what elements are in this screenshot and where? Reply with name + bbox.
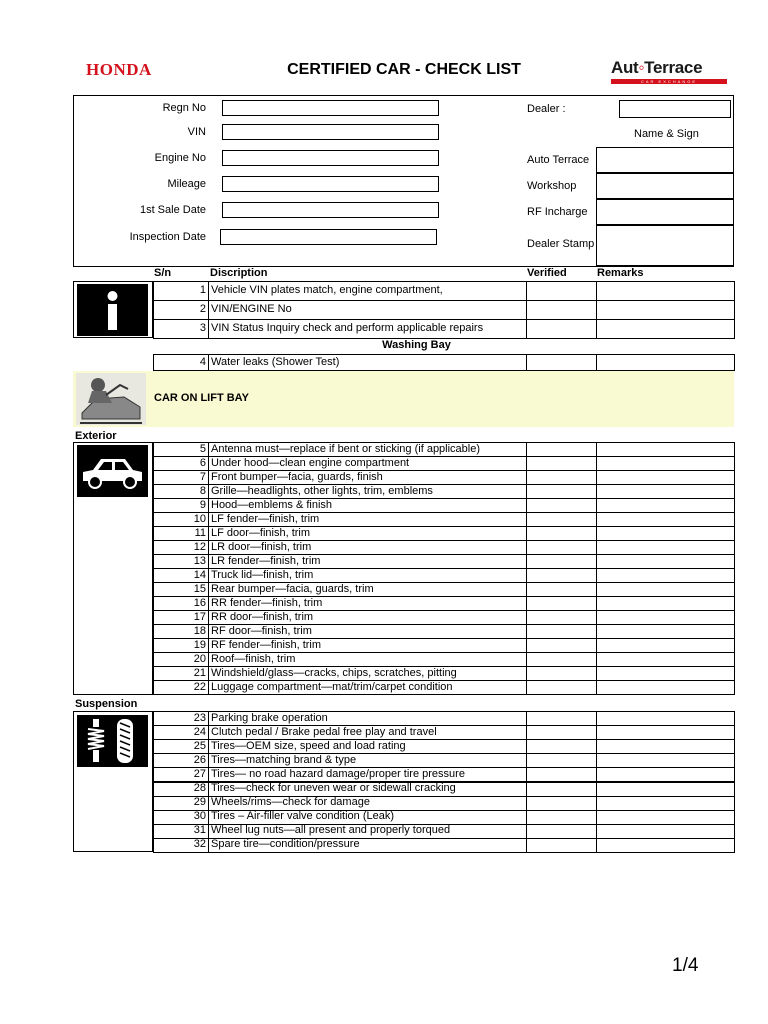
section-exterior: Exterior <box>75 430 117 442</box>
item-number: 14 <box>193 568 206 581</box>
item-number: 26 <box>193 753 206 766</box>
sign-box[interactable] <box>596 173 734 199</box>
item-number: 15 <box>193 582 206 595</box>
form-label: Regn No <box>162 102 206 114</box>
remarks-cell[interactable] <box>596 680 735 695</box>
remarks-cell[interactable] <box>596 610 735 625</box>
section-washing-bay: Washing Bay <box>382 339 451 351</box>
sign-box[interactable] <box>596 147 734 173</box>
remarks-cell[interactable] <box>596 281 735 301</box>
form-label: 1st Sale Date <box>139 204 206 216</box>
remarks-cell[interactable] <box>596 319 735 339</box>
item-number: 25 <box>193 739 206 752</box>
form-input[interactable] <box>222 202 439 218</box>
item-number: 9 <box>199 498 206 511</box>
item-number: 24 <box>193 725 206 738</box>
verified-cell[interactable] <box>526 596 597 611</box>
item-number: 23 <box>193 711 206 724</box>
mechanic-illustration-icon <box>76 373 146 425</box>
form-input[interactable] <box>222 124 439 140</box>
car-icon <box>77 445 148 497</box>
item-number: 22 <box>193 680 206 693</box>
form-label: Mileage <box>167 178 206 190</box>
item-description: RR fender—finish, trim <box>211 596 323 609</box>
remarks-cell[interactable] <box>596 624 735 639</box>
shock-absorber-tire-icon <box>77 715 148 767</box>
item-description: Tires— no road hazard damage/proper tire pressure <box>211 767 465 780</box>
item-description: Rear bumper—facia, guards, trim <box>211 582 374 595</box>
item-description: RF fender—finish, trim <box>211 638 322 651</box>
dealer-label: Dealer : <box>527 103 566 115</box>
remarks-cell[interactable] <box>596 442 735 457</box>
item-number: 13 <box>193 554 206 567</box>
car-on-lift-bay-label: CAR ON LIFT BAY <box>154 392 249 404</box>
verified-cell[interactable] <box>526 540 597 555</box>
form-label: Engine No <box>154 152 206 164</box>
item-number: 2 <box>199 303 206 315</box>
item-description: LF door—finish, trim <box>211 526 311 539</box>
remarks-cell[interactable] <box>596 782 735 797</box>
item-description: LF fender—finish, trim <box>211 512 320 525</box>
verified-cell[interactable] <box>526 498 597 513</box>
verified-cell[interactable] <box>526 610 597 625</box>
col-header-sn: S/n <box>154 267 172 279</box>
sign-box[interactable] <box>596 225 734 266</box>
item-number: 17 <box>193 610 206 623</box>
section-suspension: Suspension <box>75 698 138 710</box>
item-number: 6 <box>199 456 206 469</box>
item-number: 27 <box>193 767 206 780</box>
item-number: 7 <box>199 470 206 483</box>
col-header-remarks: Remarks <box>597 267 644 279</box>
logo-swirl-icon: ◦ <box>638 58 645 77</box>
item-number: 29 <box>193 796 206 809</box>
verified-cell[interactable] <box>526 354 597 371</box>
form-label: VIN <box>187 126 206 138</box>
verified-cell[interactable] <box>526 319 597 339</box>
item-number: 18 <box>193 624 206 637</box>
verified-cell[interactable] <box>526 753 597 768</box>
verified-cell[interactable] <box>526 300 597 320</box>
item-description: Hood—emblems & finish <box>211 498 333 511</box>
remarks-cell[interactable] <box>596 354 735 371</box>
remarks-cell[interactable] <box>596 739 735 754</box>
verified-cell[interactable] <box>526 442 597 457</box>
item-description: Antenna must—replace if bent or sticking (if applicable) <box>211 442 481 455</box>
item-description: Water leaks (Shower Test) <box>211 355 340 368</box>
item-description: LR fender—finish, trim <box>211 554 321 567</box>
remarks-cell[interactable] <box>596 824 735 839</box>
item-description: Clutch pedal / Brake pedal free play and travel <box>211 725 437 738</box>
item-description: VIN Status Inquiry check and perform applicable repairs <box>211 322 484 334</box>
item-description: VIN/ENGINE No <box>211 303 292 315</box>
verified-cell[interactable] <box>526 767 597 782</box>
form-input[interactable] <box>222 150 439 166</box>
verified-cell[interactable] <box>526 281 597 301</box>
remarks-cell[interactable] <box>596 838 735 853</box>
verified-cell[interactable] <box>526 484 597 499</box>
remarks-cell[interactable] <box>596 725 735 740</box>
remarks-cell[interactable] <box>596 540 735 555</box>
item-description: RR door—finish, trim <box>211 610 314 623</box>
verified-cell[interactable] <box>526 666 597 681</box>
verified-cell[interactable] <box>526 638 597 653</box>
item-description: Grille—headlights, other lights, trim, emblems <box>211 484 433 497</box>
verified-cell[interactable] <box>526 680 597 695</box>
verified-cell[interactable] <box>526 782 597 797</box>
item-number: 21 <box>193 666 206 679</box>
item-description: Vehicle VIN plates match, engine compartment, <box>211 284 443 296</box>
info-icon <box>77 284 148 336</box>
verified-cell[interactable] <box>526 796 597 811</box>
remarks-cell[interactable] <box>596 568 735 583</box>
verified-cell[interactable] <box>526 624 597 639</box>
remarks-cell[interactable] <box>596 666 735 681</box>
item-number: 28 <box>193 782 206 795</box>
verified-cell[interactable] <box>526 810 597 825</box>
item-number: 4 <box>199 355 206 368</box>
verified-cell[interactable] <box>526 512 597 527</box>
col-header-verified: Verified <box>527 267 567 279</box>
sign-label: Workshop <box>527 180 577 192</box>
item-number: 30 <box>193 810 206 823</box>
document-title: CERTIFIED CAR - CHECK LIST <box>287 61 521 78</box>
item-description: Under hood—clean engine compartment <box>211 456 410 469</box>
item-description: Tires—OEM size, speed and load rating <box>211 739 406 752</box>
item-description: Roof—finish, trim <box>211 652 296 665</box>
honda-logo: HONDA <box>86 60 152 79</box>
item-description: Tires—check for uneven wear or sidewall cracking <box>211 782 456 795</box>
remarks-cell[interactable] <box>596 711 735 726</box>
item-number: 5 <box>199 442 206 455</box>
verified-cell[interactable] <box>526 739 597 754</box>
remarks-cell[interactable] <box>596 596 735 611</box>
remarks-cell[interactable] <box>596 753 735 768</box>
item-description: Wheels/rims—check for damage <box>211 796 370 809</box>
dealer-input[interactable] <box>619 100 731 118</box>
remarks-cell[interactable] <box>596 484 735 499</box>
form-label: Inspection Date <box>129 231 206 243</box>
item-number: 11 <box>194 526 206 539</box>
item-description: Wheel lug nuts—all present and properly torqued <box>211 824 451 837</box>
remarks-cell[interactable] <box>596 767 735 782</box>
remarks-cell[interactable] <box>596 512 735 527</box>
item-number: 3 <box>199 322 206 334</box>
item-description: Truck lid—finish, trim <box>211 568 314 581</box>
verified-cell[interactable] <box>526 526 597 541</box>
remarks-cell[interactable] <box>596 470 735 485</box>
item-number: 8 <box>199 484 206 497</box>
item-description: Windshield/glass—cracks, chips, scratches, pitting <box>211 666 457 679</box>
verified-cell[interactable] <box>526 725 597 740</box>
remarks-cell[interactable] <box>596 810 735 825</box>
item-description: Spare tire—condition/pressure <box>211 838 360 851</box>
verified-cell[interactable] <box>526 470 597 485</box>
item-number: 10 <box>193 512 206 525</box>
item-description: LR door—finish, trim <box>211 540 312 553</box>
item-description: Luggage compartment—mat/trim/carpet condition <box>211 680 453 693</box>
remarks-cell[interactable] <box>596 456 735 471</box>
verified-cell[interactable] <box>526 711 597 726</box>
verified-cell[interactable] <box>526 652 597 667</box>
item-number: 16 <box>193 596 206 609</box>
item-number: 1 <box>199 284 206 296</box>
item-number: 32 <box>193 838 206 851</box>
page-number: 1/4 <box>672 955 699 976</box>
item-description: RF door—finish, trim <box>211 624 312 637</box>
remarks-cell[interactable] <box>596 652 735 667</box>
verified-cell[interactable] <box>526 456 597 471</box>
remarks-cell[interactable] <box>596 498 735 513</box>
remarks-cell[interactable] <box>596 638 735 653</box>
item-number: 19 <box>193 638 206 651</box>
verified-cell[interactable] <box>526 568 597 583</box>
logo-tagline: CAR EXCHANGE <box>611 79 727 84</box>
verified-cell[interactable] <box>526 554 597 569</box>
verified-cell[interactable] <box>526 838 597 853</box>
logo-part-a: Aut <box>611 58 639 77</box>
form-input[interactable] <box>222 176 439 192</box>
item-description: Tires—matching brand & type <box>211 753 357 766</box>
sign-label: RF Incharge <box>527 206 588 218</box>
item-number: 20 <box>193 652 206 665</box>
sign-label: Dealer Stamp <box>527 238 595 250</box>
name-sign-label: Name & Sign <box>634 128 699 140</box>
remarks-cell[interactable] <box>596 526 735 541</box>
form-input[interactable] <box>220 229 437 245</box>
remarks-cell[interactable] <box>596 796 735 811</box>
item-description: Tires – Air-filler valve condition (Leak) <box>211 810 394 823</box>
verified-cell[interactable] <box>526 582 597 597</box>
col-header-description: Discription <box>210 267 268 279</box>
logo-part-b: Terrace <box>644 58 703 77</box>
remarks-cell[interactable] <box>596 554 735 569</box>
form-input[interactable] <box>222 100 439 116</box>
item-number: 12 <box>193 540 206 553</box>
item-description: Parking brake operation <box>211 711 328 724</box>
auto-terrace-logo <box>611 58 727 84</box>
remarks-cell[interactable] <box>596 300 735 320</box>
sign-label: Auto Terrace <box>527 154 590 166</box>
remarks-cell[interactable] <box>596 582 735 597</box>
item-description: Front bumper—facia, guards, finish <box>211 470 383 483</box>
sign-box[interactable] <box>596 199 734 225</box>
verified-cell[interactable] <box>526 824 597 839</box>
item-number: 31 <box>193 824 206 837</box>
